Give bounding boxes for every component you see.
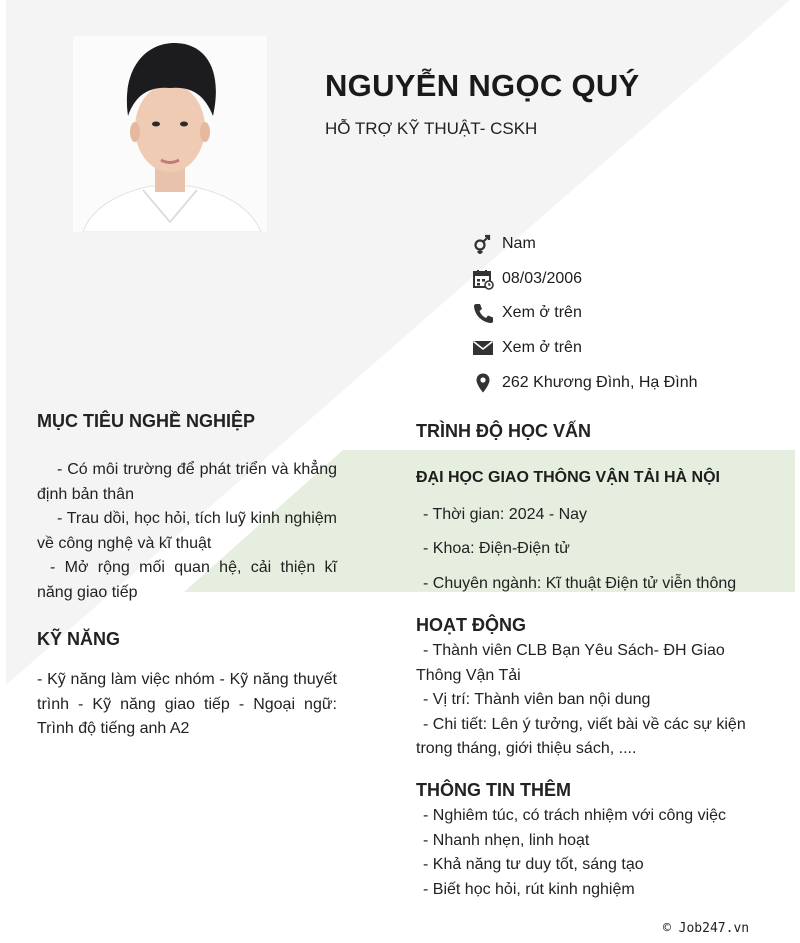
activity-item: - Vị trí: Thành viên ban nội dung bbox=[423, 691, 651, 708]
profile-photo bbox=[73, 36, 267, 232]
calendar-icon bbox=[472, 268, 494, 290]
activity-item: - Chi tiết: Lên ý tưởng, viết bài về các sự kiện trong tháng, giới thiệu sách, .... bbox=[416, 715, 746, 757]
skills-heading: KỸ NĂNG bbox=[37, 629, 121, 649]
extra-info-item: - Khả năng tư duy tốt, sáng tạo bbox=[423, 856, 644, 873]
objective-section bbox=[37, 458, 337, 605]
education-item: - Khoa: Điện-Điện tử bbox=[423, 540, 570, 557]
email-value: Xem ở trên bbox=[502, 339, 582, 356]
objective-item: - Trau dồi, học hỏi, tích luỹ kinh nghiệm về công nghệ và kĩ thuật bbox=[37, 510, 337, 552]
location-pin-icon bbox=[472, 372, 494, 394]
extra-info-item: - Biết học hỏi, rút kinh nghiệm bbox=[423, 880, 635, 898]
education-heading: TRÌNH ĐỘ HỌC VẤN bbox=[416, 421, 591, 441]
contact-gender bbox=[472, 233, 792, 255]
candidate-name: NGUYỄN NGỌC QUÝ bbox=[325, 68, 640, 103]
contact-email bbox=[472, 337, 792, 359]
extra-info-heading: THÔNG TIN THÊM bbox=[416, 780, 571, 800]
activities-section bbox=[416, 639, 771, 762]
objective-heading: MỤC TIÊU NGHỀ NGHIỆP bbox=[37, 411, 256, 431]
gender-icon bbox=[472, 233, 494, 255]
job-title: HỖ TRỢ KỸ THUẬT- CSKH bbox=[325, 119, 538, 138]
activity-item: - Thành viên CLB Bạn Yêu Sách- ĐH Giao Thông Vận Tải bbox=[416, 642, 725, 684]
footer-credit: © Job247.vn bbox=[663, 921, 750, 936]
contact-birthdate bbox=[472, 268, 792, 290]
objective-item: - Mở rộng mối quan hệ, cải thiện kĩ năng giao tiếp bbox=[37, 559, 337, 601]
objective-item: - Có môi trường để phát triển và khẳng định bản thân bbox=[37, 461, 337, 503]
gender-value: Nam bbox=[502, 235, 536, 252]
extra-info-item: - Nhanh nhẹn, linh hoạt bbox=[423, 831, 590, 849]
extra-info-item: - Nghiêm túc, có trách nhiệm với công việc bbox=[423, 807, 727, 824]
school-name: ĐẠI HỌC GIAO THÔNG VẬN TẢI HÀ NỘI bbox=[416, 469, 720, 486]
activities-heading: HOẠT ĐỘNG bbox=[416, 615, 526, 635]
phone-value: Xem ở trên bbox=[502, 304, 582, 321]
education-item: - Thời gian: 2024 - Nay bbox=[423, 506, 588, 523]
skills-text: - Kỹ năng làm việc nhóm - Kỹ năng thuyết trình - Kỹ năng giao tiếp - Ngoại ngữ: Trình độ tiếng anh A2 bbox=[37, 671, 337, 737]
phone-icon bbox=[472, 302, 494, 324]
extra-info-section bbox=[416, 804, 786, 902]
envelope-icon bbox=[472, 337, 494, 359]
education-item: - Chuyên ngành: Kĩ thuật Điện tử viễn thông bbox=[423, 575, 737, 592]
contact-address bbox=[472, 372, 792, 394]
birthdate-value: 08/03/2006 bbox=[502, 270, 583, 287]
address-value: 262 Khương Đình, Hạ Đình bbox=[502, 374, 698, 391]
contact-phone bbox=[472, 302, 792, 324]
